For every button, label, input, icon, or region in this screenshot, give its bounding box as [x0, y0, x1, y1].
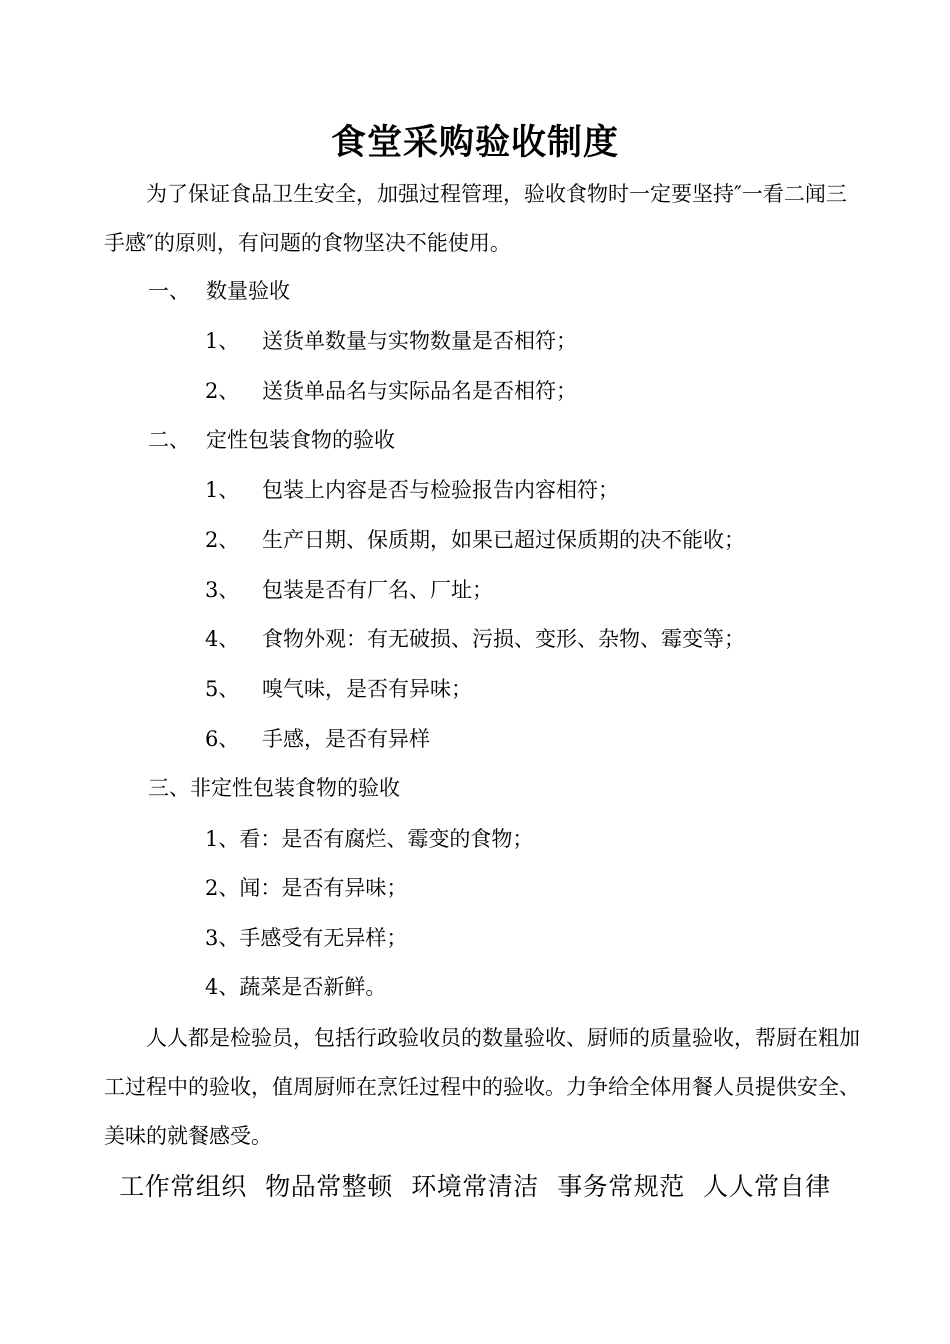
item-number: 5、: [205, 677, 240, 701]
item-text: 手感，是否有异样: [262, 727, 430, 751]
list-item: [205, 575, 493, 605]
item-text: 送货单数量与实物数量是否相符；: [262, 329, 577, 353]
item-text: 包装上内容是否与检验报告内容相符；: [262, 478, 619, 502]
footer-slogans: [0, 1170, 950, 1204]
intro-text: 为了保证食品卫生安全，加强过程管理，验收食物时一定要坚持″一看二闻三手感″的原则，有问题的食物坚决不能使用。: [104, 182, 847, 255]
list-item: 2、闻：是否有异味；: [205, 876, 408, 900]
list-item: [205, 326, 577, 356]
document-title: 食堂采购验收制度: [330, 123, 619, 163]
item-number: 2、: [205, 528, 240, 552]
item-number: 3、: [205, 578, 240, 602]
list-item: 3、手感受有无异样；: [205, 926, 408, 950]
closing-paragraph: [104, 1014, 862, 1161]
list-item: [205, 624, 745, 654]
list-item: 1、看：是否有腐烂、霉变的食物；: [205, 827, 534, 851]
item-number: 1、: [205, 478, 240, 502]
footer-slogan: 事务常规范: [557, 1172, 685, 1201]
list-item: [205, 475, 619, 505]
list-item: [205, 674, 472, 704]
footer-slogan: 工作常组织: [119, 1172, 247, 1201]
item-number: 2、: [205, 379, 240, 403]
section-2-number: 二、: [148, 428, 190, 452]
footer-slogan: 人人常自律: [703, 1172, 831, 1201]
item-text: 食物外观：有无破损、污损、变形、杂物、霉变等；: [262, 627, 745, 651]
item-number: 6、: [205, 727, 240, 751]
item-number: 4、: [205, 627, 240, 651]
list-item: [205, 724, 430, 754]
list-item: [205, 525, 745, 555]
item-text: 送货单品名与实际品名是否相符；: [262, 379, 577, 403]
item-text: 生产日期、保质期，如果已超过保质期的决不能收；: [262, 528, 745, 552]
closing-text: 人人都是检验员，包括行政验收员的数量验收、厨师的质量验收，帮厨在粗加工过程中的验收，值周厨师在烹饪过程中的验收。力争给全体用餐人员提供安全、美味的就餐感受。: [104, 1026, 860, 1148]
section-2-title: 定性包装食物的验收: [206, 428, 395, 452]
footer-slogan: 环境常清洁: [411, 1172, 539, 1201]
footer-slogan: 物品常整顿: [265, 1172, 393, 1201]
list-item: [205, 376, 577, 406]
item-text: 嗅气味，是否有异味；: [262, 677, 472, 701]
section-1-number: 一、: [148, 279, 190, 303]
list-item: 4、蔬菜是否新鲜。: [205, 975, 387, 999]
section-1-title: 数量验收: [206, 279, 290, 303]
item-number: 1、: [205, 329, 240, 353]
intro-paragraph: [104, 170, 862, 268]
section-1-heading: [148, 276, 290, 306]
section-3-heading: 三、非定性包装食物的验收: [148, 776, 400, 800]
item-text: 包装是否有厂名、厂址；: [262, 578, 493, 602]
section-2-heading: [148, 425, 395, 455]
